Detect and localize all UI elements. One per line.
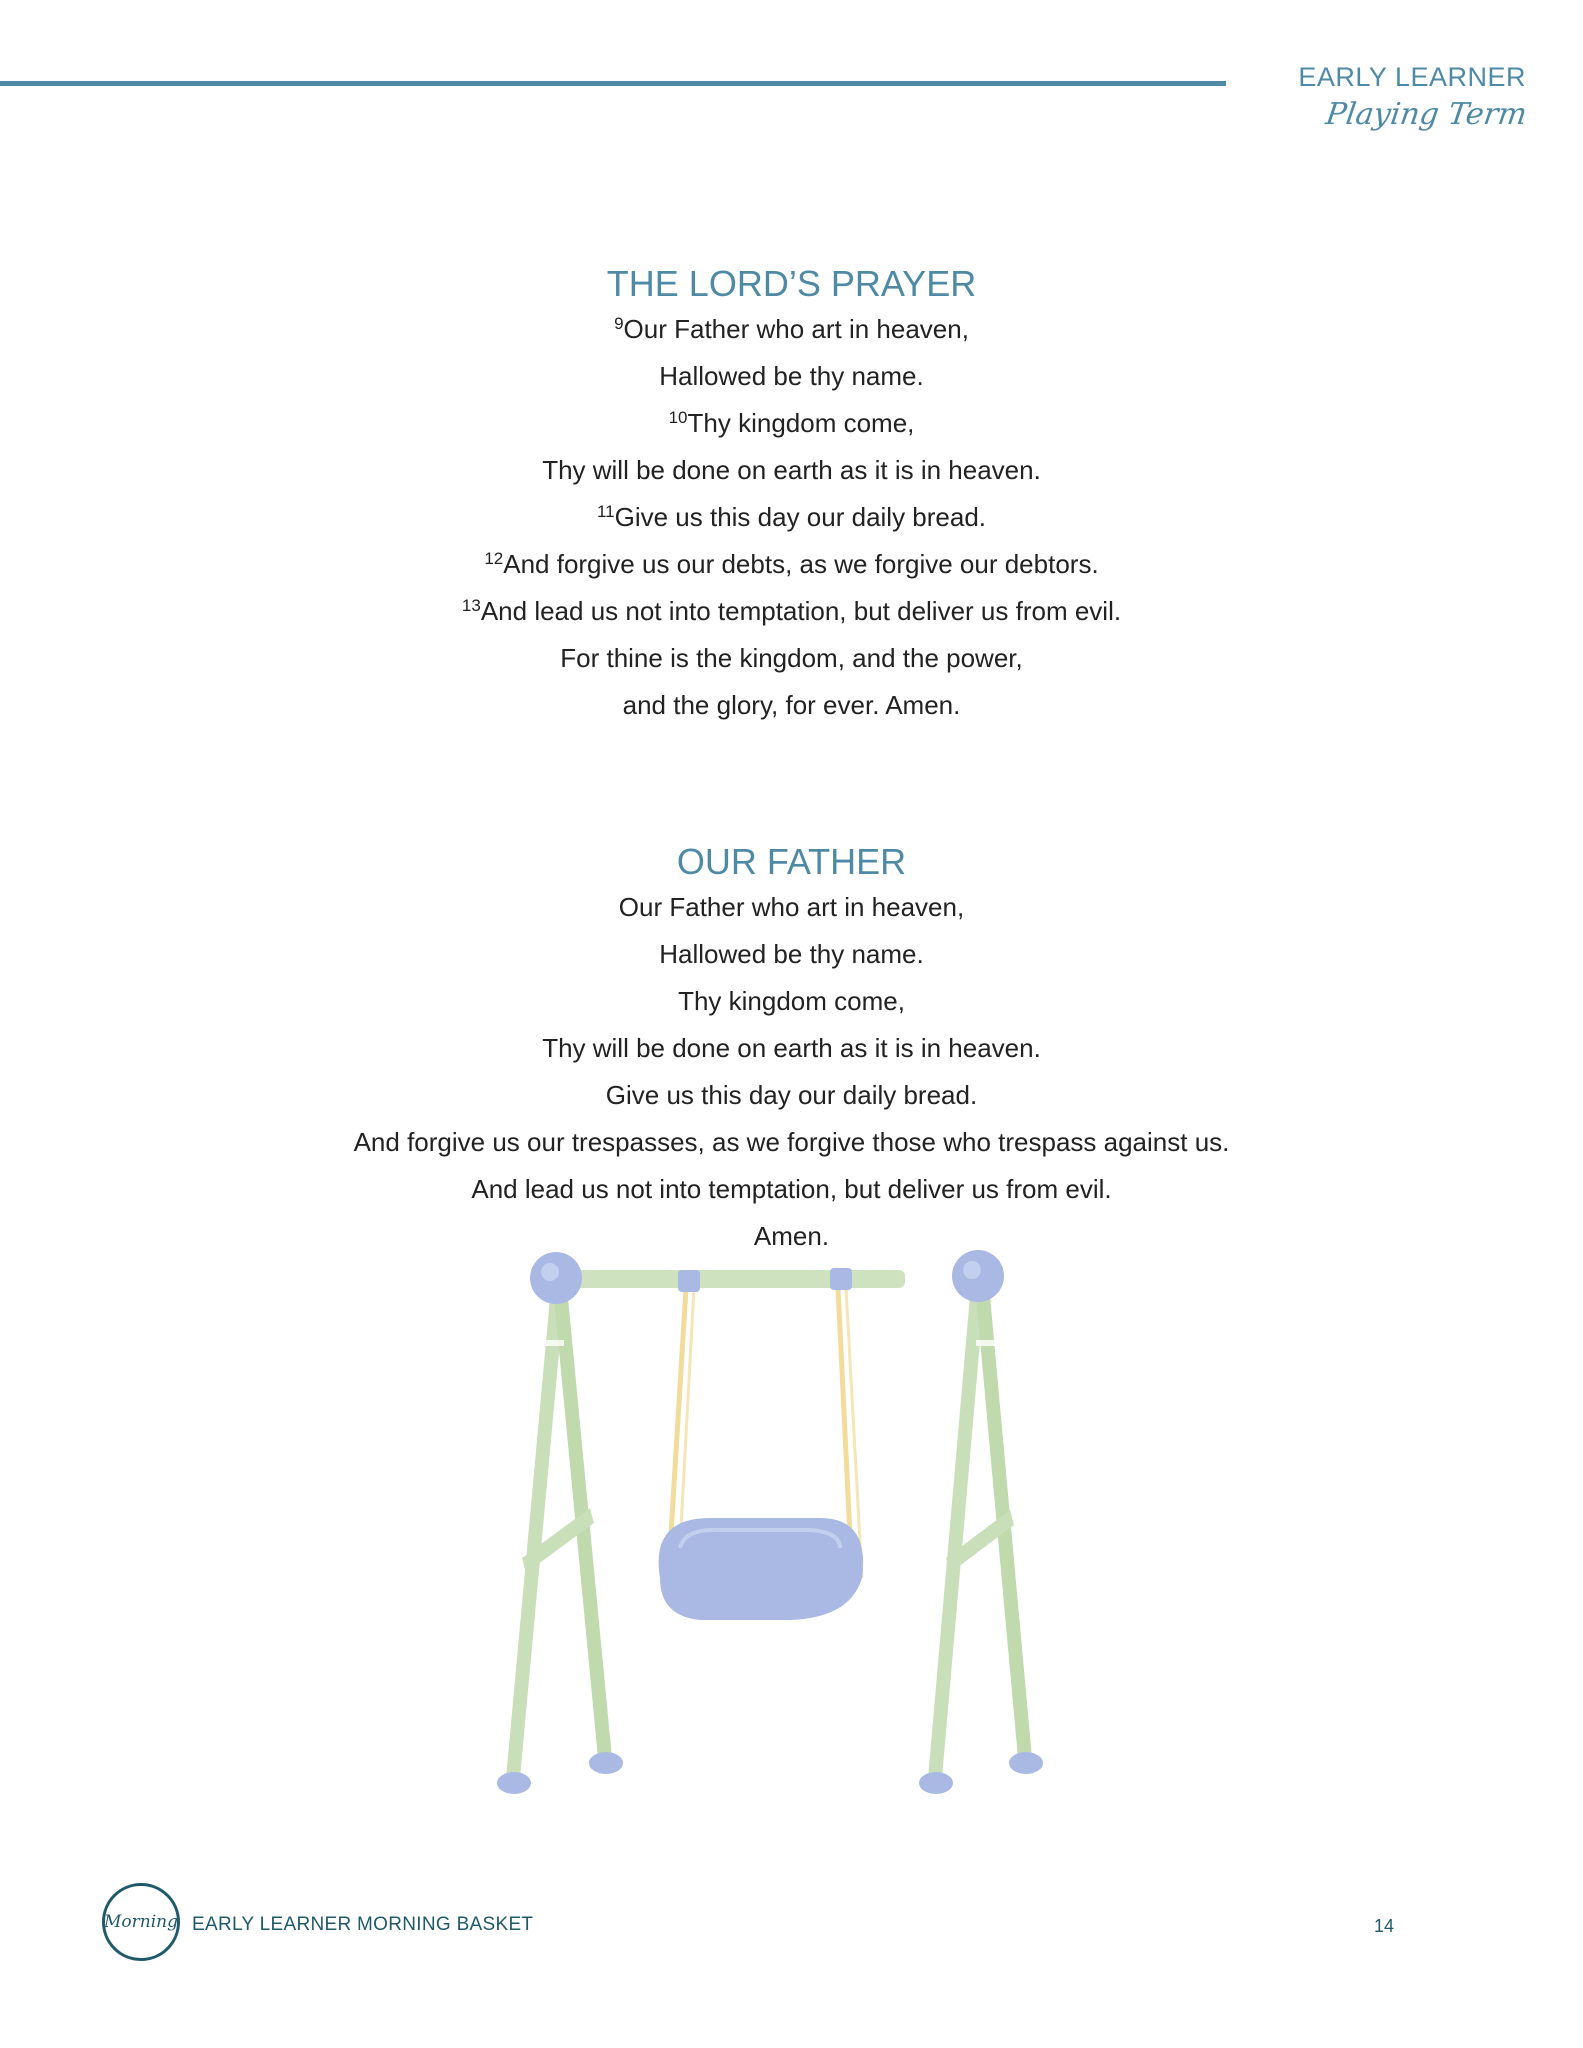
verse-number: 9	[614, 314, 624, 333]
prayer-line: Thy kingdom come,	[678, 986, 905, 1016]
prayer-line	[0, 494, 1583, 541]
our-father-lines	[0, 884, 1583, 1260]
prayer-line-text: Our Father who art in heaven,	[623, 314, 969, 344]
prayer-line	[0, 635, 1583, 682]
verse-number: 12	[484, 549, 504, 568]
header-rule	[0, 81, 1226, 86]
prayer-line: And forgive us our trespasses, as we forgive those who trespass against us.	[353, 1127, 1230, 1157]
prayer-line	[0, 400, 1583, 447]
swing-seat	[659, 1518, 864, 1620]
prayer-line	[0, 447, 1583, 494]
our-father-section	[0, 840, 1583, 1260]
footer-title: EARLY LEARNER MORNING BASKET	[192, 1914, 534, 1935]
prayer-line	[0, 682, 1583, 729]
lords-prayer-lines	[0, 306, 1583, 729]
prayer-line	[0, 353, 1583, 400]
prayer-line: Hallowed be thy name.	[659, 939, 924, 969]
prayer-line-text: Thy kingdom come,	[687, 408, 915, 438]
prayer-line: Give us this day our daily bread.	[605, 1080, 978, 1110]
prayer-line-text: and the glory, for ever. Amen.	[622, 690, 961, 720]
prayer-line-text: And forgive us our debts, as we forgive our debtors.	[503, 549, 1099, 579]
verse-number: 13	[461, 596, 481, 615]
verse-number: 10	[668, 408, 688, 427]
prayer-line	[0, 306, 1583, 353]
term-script: Playing Term	[1323, 97, 1529, 132]
prayer-line-text: Thy will be done on earth as it is in heaven.	[542, 455, 1041, 485]
page-number: 14	[1374, 1916, 1395, 1936]
prayer-line: And lead us not into temptation, but deliver us from evil.	[471, 1174, 1112, 1204]
prayer-line-text: And lead us not into temptation, but deliver us from evil.	[480, 596, 1122, 626]
lords-prayer-section	[0, 262, 1583, 729]
footer-logo	[102, 1883, 180, 1961]
our-father-title: OUR FATHER	[676, 841, 907, 882]
swing-feet	[497, 1752, 1043, 1794]
prayer-line	[0, 588, 1583, 635]
prayer-line-text: Hallowed be thy name.	[659, 361, 924, 391]
prayer-line-text: For thine is the kingdom, and the power,	[560, 643, 1023, 673]
swing-set-icon	[490, 1248, 1090, 1828]
prayer-line	[0, 541, 1583, 588]
prayer-line-text: Give us this day our daily bread.	[614, 502, 987, 532]
lords-prayer-title: THE LORD’S PRAYER	[606, 263, 977, 304]
prayer-line: Our Father who art in heaven,	[618, 892, 965, 922]
prayer-line: Thy will be done on earth as it is in heaven.	[542, 1033, 1041, 1063]
prayer-line: Amen.	[753, 1221, 830, 1251]
verse-number: 11	[596, 502, 615, 521]
series-title: EARLY LEARNER	[1298, 62, 1526, 92]
footer-logo-text: Morning	[104, 1912, 178, 1932]
